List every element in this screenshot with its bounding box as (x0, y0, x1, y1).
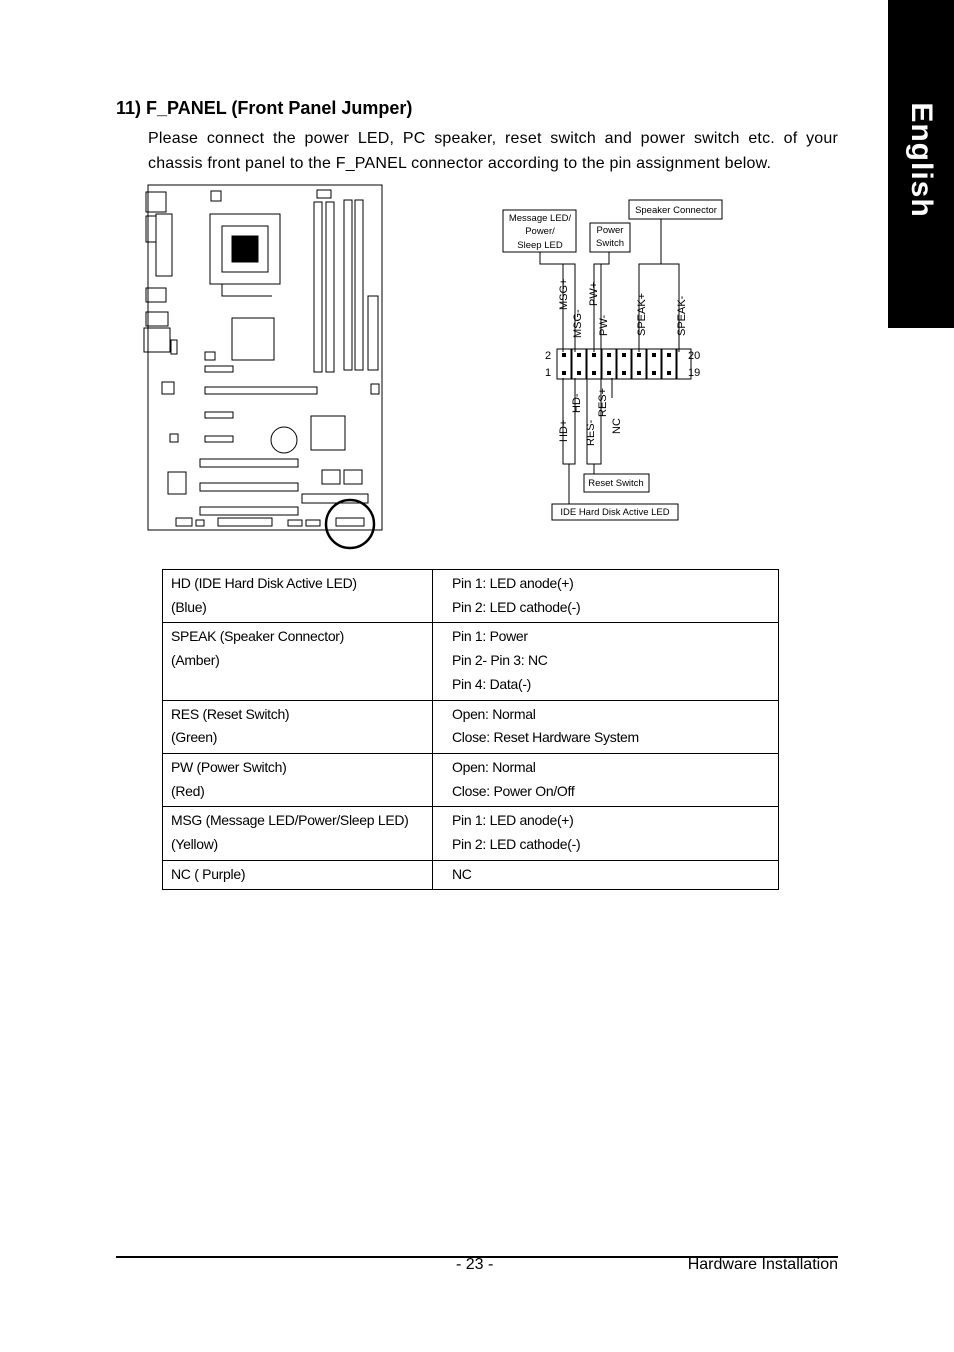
table-cell-desc (433, 753, 779, 806)
section-heading: 11) F_PANEL (Front Panel Jumper) (116, 98, 413, 118)
footer-section-name: Hardware Installation (687, 1256, 838, 1273)
connector-lines (540, 219, 679, 504)
table-cell-line: Pin 4: Data(-) (452, 675, 532, 692)
pin-label-pw-plus: PW+ (588, 281, 600, 306)
pin-label-nc: NC (611, 418, 623, 434)
table-cell-desc (433, 623, 779, 700)
table-row (163, 753, 779, 806)
pin-label-msg-minus: MSG- (572, 309, 584, 338)
reset-switch-label: Reset Switch (588, 478, 644, 489)
pin-assignment-table (162, 569, 779, 890)
power-switch-label-line2: Switch (596, 238, 624, 249)
pin-label-msg-plus: MSG+ (558, 278, 570, 310)
table-cell-line: HD (IDE Hard Disk Active LED) (171, 575, 357, 591)
pin-label-pw-minus: PW- (598, 314, 610, 336)
table-cell-line: SPEAK (Speaker Connector) (171, 628, 345, 645)
table-cell-line: MSG (Message LED/Power/Sleep LED) (171, 812, 409, 829)
table-cell-line: (Yellow) (171, 836, 218, 853)
table-cell-line: (Blue) (171, 598, 207, 615)
pin-label-res-plus: RES+ (597, 387, 609, 417)
pin-number-20: 20 (688, 350, 701, 362)
table-cell-line: (Green) (171, 729, 218, 746)
table-cell-line: Close: Reset Hardware System (452, 729, 639, 746)
speaker-label: Speaker Connector (635, 205, 717, 216)
table-cell-line: Pin 2: LED cathode(-) (452, 598, 581, 615)
table-cell-line: (Amber) (171, 652, 220, 669)
table-cell-line: Open: Normal (452, 705, 536, 722)
table-row (163, 623, 779, 700)
table-cell-name (163, 570, 433, 623)
pin-label-speak-plus: SPEAK+ (636, 292, 648, 336)
table-cell-line: Pin 1: LED anode(+) (452, 575, 574, 591)
table-cell-line: Pin 2- Pin 3: NC (452, 652, 548, 669)
table-cell-line: Open: Normal (452, 758, 536, 775)
f-panel-highlight-circle (326, 500, 374, 548)
language-tab-label: English (905, 102, 938, 218)
table-cell-name (163, 753, 433, 806)
table-cell-line: Pin 1: Power (452, 628, 528, 645)
table-cell-name (163, 623, 433, 700)
table-cell-line: NC (452, 865, 472, 882)
ide-led-label: IDE Hard Disk Active LED (560, 507, 670, 518)
pin-label-hd-minus: HD- (571, 393, 583, 413)
section-intro: Please connect the power LED, PC speaker, reset switch and power switch etc. of your chassis front panel to the F_PANEL connector according to the pin assignment below. (148, 130, 838, 172)
table-cell-line: PW (Power Switch) (171, 758, 287, 775)
table-cell-desc (433, 700, 779, 753)
table-cell-line: RES (Reset Switch) (171, 705, 290, 722)
table-cell-desc (433, 860, 779, 890)
pin-number-2: 2 (545, 350, 552, 362)
table-row (163, 860, 779, 890)
table-cell-line: Pin 1: LED anode(+) (452, 812, 574, 829)
page-number: - 23 - (456, 1256, 494, 1273)
table-row (163, 570, 779, 623)
pin-label-res-minus: RES- (585, 419, 597, 446)
table-cell-line: Pin 2: LED cathode(-) (452, 836, 581, 853)
table-cell-name (163, 807, 433, 860)
power-switch-label-line1: Power (596, 225, 624, 236)
pin-header (557, 349, 691, 379)
f-panel-figure (0, 0, 954, 560)
pin-number-19: 19 (688, 367, 701, 379)
table-cell-desc (433, 570, 779, 623)
msg-led-label-line3: Sleep LED (517, 240, 563, 251)
motherboard-diagram (144, 185, 382, 548)
msg-led-label-line1: Message LED/ (508, 213, 572, 224)
pin-label-speak-minus: SPEAK- (676, 295, 688, 336)
table-cell-name (163, 700, 433, 753)
table-row (163, 700, 779, 753)
pin-label-hd-plus: HD+ (558, 419, 570, 442)
table-cell-line: NC ( Purple) (171, 865, 246, 882)
table-cell-name (163, 860, 433, 890)
table-cell-line: Close: Power On/Off (452, 782, 575, 799)
table-cell-desc (433, 807, 779, 860)
msg-led-label-line2: Power/ (525, 226, 555, 237)
pin-number-1: 1 (545, 367, 552, 379)
table-row (163, 807, 779, 860)
table-cell-line: (Red) (171, 782, 205, 799)
